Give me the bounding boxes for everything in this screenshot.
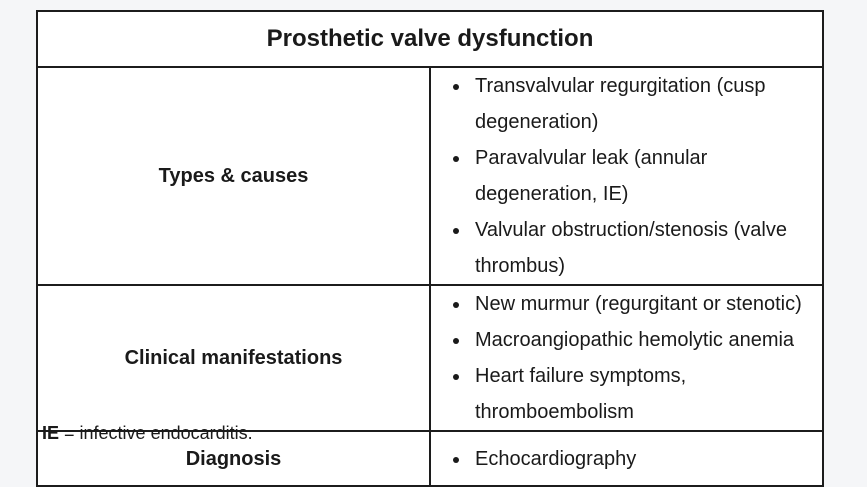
table-title: Prosthetic valve dysfunction — [37, 11, 823, 67]
table-title-row — [37, 11, 823, 67]
list-item: • Macroangiopathic hemolytic anemia — [471, 322, 812, 358]
row-content-types-causes — [430, 67, 823, 285]
list-item: • Echocardiography — [471, 441, 812, 477]
document-page — [36, 10, 824, 487]
row-content-clinical-manifestations — [430, 285, 823, 431]
footnote-text: = infective endocarditis. — [59, 423, 253, 443]
list-item: • Paravalvular leak (annular degeneration, IE) — [471, 140, 812, 212]
list-item: • Heart failure symptoms, thromboembolism — [471, 358, 812, 430]
footnote — [42, 423, 253, 444]
bullet-list — [431, 68, 822, 284]
row-label-types-causes: Types & causes — [37, 67, 430, 285]
row-content-diagnosis — [430, 431, 823, 486]
table-row — [37, 67, 823, 285]
bullet-list — [431, 286, 822, 430]
list-item: • Transvalvular regurgitation (cusp degeneration) — [471, 68, 812, 140]
bullet-list — [431, 441, 822, 477]
row-label-diagnosis: Diagnosis — [37, 431, 430, 486]
table-row — [37, 285, 823, 431]
footnote-abbreviation: IE — [42, 423, 60, 443]
row-label-clinical-manifestations: Clinical manifestations — [37, 285, 430, 431]
list-item: • Valvular obstruction/stenosis (valve thrombus) — [471, 212, 812, 284]
list-item: • New murmur (regurgitant or stenotic) — [471, 286, 812, 322]
prosthetic-valve-table — [36, 10, 824, 487]
